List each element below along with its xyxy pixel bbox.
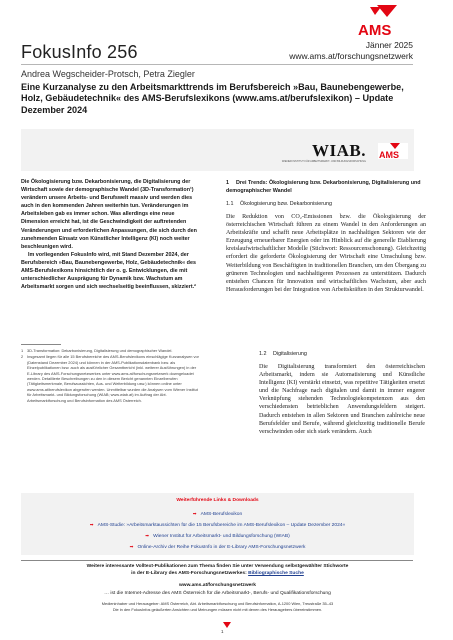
subsection-heading bbox=[259, 350, 307, 358]
footnote bbox=[21, 354, 199, 403]
footnotes bbox=[21, 348, 199, 404]
link-item[interactable] bbox=[21, 509, 414, 520]
issue-date: Jänner 2025 bbox=[365, 40, 413, 50]
header-meta bbox=[289, 40, 413, 62]
bibliographic-search-link[interactable]: Bibliographische Suche bbox=[248, 571, 304, 576]
footnote bbox=[21, 348, 199, 353]
link-item[interactable] bbox=[21, 520, 414, 531]
header-divider bbox=[21, 64, 413, 65]
body-text: Die Reduktion von CO₂-Emissionen bzw. die Ökologisierung der österreichischen Wirtschaft führen zu einem Wandel in den Anforderungen an Arbeitskräfte und schafft neue Arbeitsplätze in nachhaltigen Sektoren wie der Erzeugung erneuerbarer Energien oder im Hinblick auf die generelle Etablierung kreislaufwirtschaftlicher Modelle (Stichwort: Ressourcenschonung). Gleichzeitig erfordert die geforderte Ökologisierung der Wirtschaft eine Umschulung bzw. Weiterbildung von Beschäftigten in traditionellen Branchen, um den Übergang zu grüneren Technologien und nachhaltigeren Prozessen zu unterstützen. Dadurch entstehen Chancen für Innovation und wirtschaftliches Wachstum, aber auch Herausforderungen bei der Integration von Arbeitskräften in den Strukturwandel. bbox=[226, 214, 426, 293]
footer-divider bbox=[21, 560, 413, 561]
more-publications bbox=[21, 563, 414, 577]
ams-small-logo-text: AMS bbox=[379, 150, 399, 159]
subsection-number: 1.1 bbox=[226, 201, 234, 207]
more-line-prefix: in der E-Library des AMS-Forschungsnetzwerkes: bbox=[131, 571, 249, 576]
authors: Andrea Wegscheider-Protsch, Petra Ziegler bbox=[21, 69, 195, 79]
subsection-number: 1.2 bbox=[259, 351, 267, 357]
link-text[interactable]: AMS-Berufslexikon bbox=[200, 512, 243, 517]
footnote-text: 3D-Transformation: Dekarbonisierung, Digitalisierung und demographischer Wandel. bbox=[27, 348, 173, 353]
link-text[interactable]: AMS-Studie: »Arbeitsmarktaussichten für die 15 Berufsbereiche im AMS-Berufslexikon – Update Dezember 2024« bbox=[97, 523, 346, 528]
section-number: 1 bbox=[226, 180, 229, 186]
imprint-line: Die in den FokusInfos geäußerten Ansichten und Meinungen müssen nicht mit denen des Herausgebers übereinstimmen. bbox=[112, 606, 323, 612]
imprint-line: Medieninhaber und Herausgeber: AMS Österreich, Abt. Arbeitsmarktforschung und Berufsinformation, A-1200 Wien, Treustraße 35–43 bbox=[101, 601, 334, 606]
link-item[interactable] bbox=[21, 542, 414, 553]
link-arrow-icon: ➡ bbox=[129, 544, 134, 549]
subsection-title: Digitalisierung bbox=[273, 351, 307, 357]
lead-paragraph: Im vorliegenden FokusInfo wird, mit Stand Dezember 2024, der Berufsbereich »Bau, Baunebengewerbe, Holz, Gebäudetechnik« des AMS-Berufslexikons hinsichtlich der o. g. Entwicklungen, die mit unterschiedlicher Ausprägung für Dynamik bzw. Wachstum am Arbeitsmarkt sorgen und sich wechselseitig beeinflussen, skizziert.² bbox=[21, 251, 196, 291]
links-list bbox=[21, 509, 414, 553]
link-arrow-icon: ➡ bbox=[145, 533, 150, 538]
lead-text bbox=[21, 178, 199, 291]
body-text: Die Digitalisierung transformiert den österreichischen Arbeitsmarkt, indem sie Automatisierung und Künstliche Intelligenz (KI) verstärkt einsetzt, was repetitive Tätigkeiten ersetzt und die Nachfrage nach digitalen und damit in immer engerer Verknüpfung stehenden Technologiekompetenzen aus den verschiedensten betrieblichen Anwendungsfeldern steigert. Dadurch entstehen in allen Sektoren und Branchen zahlreiche neue Berufsfelder und Berufe, während gleichzeitig traditionelle Berufe verschwinden oder sich stark verändern. Auch bbox=[259, 364, 425, 435]
link-item[interactable] bbox=[21, 531, 414, 542]
ams-logo-text: AMS bbox=[358, 22, 392, 38]
header-url[interactable]: www.ams.at/forschungsnetzwerk bbox=[289, 51, 413, 61]
ams-logo bbox=[356, 4, 412, 38]
wiab-logo-subtitle: WIENER INSTITUT FÜR ARBEITSMARKT- UND BILDUNGSFORSCHUNG bbox=[281, 160, 366, 163]
section-heading bbox=[226, 179, 426, 195]
page-number: 1 bbox=[221, 629, 224, 634]
lead-paragraph: Die Ökologisierung bzw. Dekarbonisierung, die Digitalisierung der Wirtschaft sowie der demographische Wandel (3D-Transformation¹) verändern unsere Arbeits- und Berufswelt massiv und werden dies auch in den kommenden Jahren weiterhin tun. Veränderungen im Arbeitsleben gab es immer schon. Was allerdings eine neue Dimension erreicht hat, ist die Geschwindigkeit der auftretenden Veränderungen und erforderlichen Anpassungen, die sich durch den zunehmenden Einsatz von Künstlicher Intelligenz (KI) noch weiter beschleunigen wird. bbox=[21, 179, 197, 250]
footnote-number: 1 bbox=[21, 348, 24, 353]
subsection-title: Ökologisierung bzw. Dekarbonisierung bbox=[240, 201, 332, 207]
footnote-text: Insgesamt liegen für alle 15 Berufsbereiche des AMS-Berufslexikons einschlägige Kurzanalysen vor (Datenstand Dezember 2024) und können in der AMS-Publikationsdatenbank bzw. als Einzelpublikationen bzw. auch als ausführlicher Gesamtbericht (inkl. weiterer Ausführungen) in der E-Library des AMS-Forschungsnetzwerkes unter www.ams.at/forschungsnetzwerk downgeloadet werden. Detaillierte Beschreibungen zu den in diesem Bericht genannten Einzelberufen (Tätigkeitsmerkmale, Berufsaussichten, Aus- und Weiterbildung usw.) können online unter www.ams.at/berufslexikon abgerufen werden. Unmittelbar wurden die Analysen vom Wiener Institut für Arbeitsmarkt- und Bildungsforschung (WIAB; www.wiab.at) im Auftrag der Abt. Arbeitsmarktforschung und Berufsinformation des AMS Österreich. bbox=[27, 354, 199, 403]
page-title: FokusInfo 256 bbox=[21, 42, 138, 62]
website-description: … ist die Internet-Adresse des AMS Österreich für die Arbeitsmarkt-, Berufs- und Qualifikationsforschung bbox=[104, 591, 331, 596]
headline: Eine Kurzanalyse zu den Arbeitsmarkttrends im Berufsbereich »Bau, Baunebengewerbe, Holz, Gebäudetechnik« des AMS-Berufslexikons (www.ams.at/berufslexikon) – Update Dezember 2024 bbox=[21, 82, 404, 115]
footnote-number: 2 bbox=[21, 354, 24, 360]
link-text[interactable]: Online-Archiv der Reihe FokusInfo in der E-Library AMS-Forschungsnetzwerk bbox=[137, 545, 306, 550]
link-text[interactable]: Wiener Institut für Arbeitsmarkt- und Bildungsforschung (WIAB) bbox=[153, 534, 290, 539]
subsection-heading bbox=[226, 200, 332, 208]
wiab-logo: WIAB. bbox=[312, 141, 366, 160]
links-title: Weiterführende Links & Downloads bbox=[176, 498, 259, 503]
link-arrow-icon: ➡ bbox=[192, 511, 197, 516]
link-arrow-icon: ➡ bbox=[89, 522, 94, 527]
links-box bbox=[21, 493, 414, 555]
more-line: Weitere interessante Volltext-Publikationen zum Thema finden Sie unter Verwendung selbstgewählter Stichworte bbox=[86, 564, 349, 569]
partner-banner bbox=[21, 129, 414, 171]
imprint bbox=[21, 601, 414, 612]
website-url[interactable]: www.ams.at/forschungsnetzwerk bbox=[178, 583, 256, 588]
more-line bbox=[21, 570, 414, 577]
section-title: Drei Trends: Ökologisierung bzw. Dekarbonisierung, Digitalisierung und demographischer Wandel bbox=[226, 180, 421, 194]
ams-small-logo bbox=[378, 143, 408, 159]
footnote-divider bbox=[21, 344, 61, 345]
